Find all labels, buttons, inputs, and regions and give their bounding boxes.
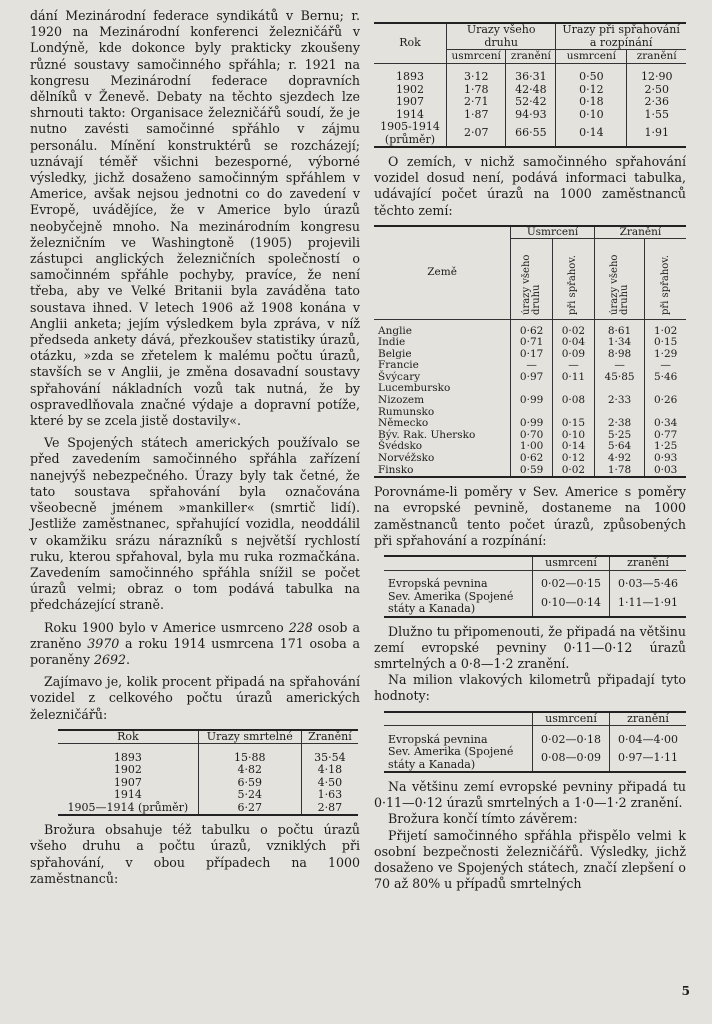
table-row: 1914 5·24 1·63: [58, 789, 358, 802]
paragraph: Na milion vlakových kilometrů připadají tyto hodnoty:: [374, 672, 686, 704]
table-header: Rok: [374, 23, 447, 63]
table-header: zranění: [610, 556, 686, 570]
table-header: zranění: [610, 712, 686, 726]
table-row: Norvéžsko 0·62 0·12 4·92 0·93: [374, 453, 686, 465]
table-row: Švýcary 0·97 0·11 45·85 5·46: [374, 372, 686, 384]
table-row: 1893 15·88 35·54: [58, 752, 358, 765]
table-countries: [374, 225, 686, 478]
paragraph: Roku 1900 bylo v Americe usmrceno 228 osob a zraněno 3970 a roku 1914 usmrcena 171 osoba a poraněny 2692.: [30, 619, 360, 667]
paragraph: Brožura končí tímto závěrem:: [388, 811, 578, 827]
paragraph: Brožura obsahuje též tabulku o počtu úrazů všeho druhu a počtu úrazů, vzniklých při spřahování, v obou případech na 1000 zaměstnanců:: [30, 822, 360, 886]
paragraph: Ve Spojených státech amerických používalo se před zavedením samočinného spřáhla zařízení nanejvýš nebezpečného. Úrazy byly tak četné, že tato soustava spřahování byla označována všeobecně jménem »mankiller« (smrtič lidí). Jestliže zaměstnanec, spřahující vozidla, neoddálil v okamžiku srázu nárazníků s největší rychlostí ruku, kterou spřahoval, byla mu ruka rozmačkána. Zavedením samočinného spřáhla snížil se počet úrazů velmi; obraz o tom podává tabulka na předcházející straně.: [30, 435, 360, 613]
paragraph: Na většinu zemí evropské pevniny připadá tu 0·11—0·12 úrazů smrtelných a 1·0—1·2 zranění.: [374, 779, 686, 811]
table-row: 1902 4·82 4·18: [58, 764, 358, 777]
table-row: Sev. Amerika (Spojené státy a Kanada) 0·08—0·09 0·97—1·11: [384, 746, 686, 772]
table-subheader: usmrcení: [556, 50, 627, 64]
table-compare-per-million-km: [384, 711, 686, 774]
table-header: [384, 712, 533, 726]
table-row: Rumunsko: [374, 407, 686, 419]
table-row: Nizozem 0·99 0·08 2·33 0·26: [374, 395, 686, 407]
table-row: Anglie 0·62 0·02 8·61 1·02: [374, 326, 686, 338]
table-header: Usmrcení: [511, 226, 595, 239]
table-row: 1907 2·71 52·42 0·18 2·36: [374, 96, 686, 109]
table-subheader: při spřahov.: [659, 255, 671, 316]
table-row: Finsko 0·59 0·02 1·78 0·03: [374, 465, 686, 478]
paragraph: Zajímavo je, kolik procent připadá na spřahování vozidel z celkového počtu úrazů amerických železničářů:: [30, 674, 360, 722]
table-row: 1905-1914 (průměr) 2·07 66·55 0·14 1·91: [374, 121, 686, 147]
table-accidents-per-1000: [374, 22, 686, 148]
table-header: Zranění: [594, 226, 686, 239]
table-header: Zranění: [301, 730, 358, 744]
paragraph: dání Mezinárodní federace syndikátů v Bernu; r. 1920 na Mezinárodní konferenci železničářů v Londýně, kde dokonce byly prakticky zkoušeny různé soustavy samočinného spřáhla; r. 1921 na kongresu Mezinárodní federace dopravních dělníků v Ženevě. Debaty na těchto sjezdech lze shrnouti takto: Organisace železničářů soudí, že je nutno zavésti samočinné spřáhlo v zájmu personálu. Mínění konstruktérů se rozcházejí; uznávají téměř všichni bezesporné, výborné výsledky, jichž dosaženo samočinným spřáhlem v Americe, avšak nejsou jednotni co do zavedení v Evropě, uvádějíce, že v Americe bylo úrazů neobyčejně mnoho. Na mezinárodním kongresu železničním ve Washingtoně (1905) projevili zástupci anglických železničních společností o samočinném spřáhle pochyby, pravíce, že není třeba, aby ve Velké Britanii byla zaváděna tato soustava ihned. V letech 1906 až 1908 konána v Anglii anketa; jejím výsledkem byla zpráva, v níž předseda ankety dává, přezkoušev statistiky úrazů, otázku, »zda se zřetelem k malému počtu úrazů, stavších se v Anglii, je změna dosavadní soustavy spřahování nákladních vozů tak nutná, že by ospravedlňovala značné výdaje a dopravní potíže, které by se zcela jistě dostavily«.: [30, 8, 360, 429]
table-subheader: při spřahov.: [567, 255, 579, 316]
paragraph: Přijetí samočinného spřáhla přispělo velmi k osobní bezpečnosti železničářů. Výsledky, jichž dosaženo ve Spojených státech, značí zlepšení o 70 až 80% u případů smrtelných: [374, 827, 686, 892]
table-header: usmrcení: [533, 712, 610, 726]
table-header: [384, 556, 533, 570]
table-row: 1914 1·87 94·93 0·10 1·55: [374, 109, 686, 122]
table-row: Evropská pevnina 0·02—0·15 0·03—5·46: [384, 578, 686, 591]
table-subheader: usmrcení: [447, 50, 506, 64]
table-subheader: úrazy všeho druhu: [608, 254, 630, 316]
page-number: 5: [681, 984, 690, 998]
table-row: Býv. Rak. Uhersko 0·70 0·10 5·25 0·77: [374, 430, 686, 442]
table-row: Švédsko 1·00 0·14 5·64 1·25: [374, 441, 686, 453]
table-fatal-injuries-percent: [58, 729, 358, 817]
table-header: Země: [374, 226, 511, 320]
table-subheader: úrazy všeho druhu: [520, 254, 542, 316]
table-header: Úrazy všeho druhu: [447, 23, 556, 50]
table-row: 1902 1·78 42·48 0·12 2·50: [374, 84, 686, 97]
table-row: Indie 0·71 0·04 1·34 0·15: [374, 337, 686, 349]
paragraph: Dlužno tu připomenouti, že připadá na většinu zemí evropské pevniny 0·11—0·12 úrazů smrtelných a 0·8—1·2 zranění.: [374, 623, 686, 671]
table-header: Úrazy smrtelné: [198, 730, 301, 744]
table-header: Rok: [117, 729, 139, 743]
table-row: Německo 0·99 0·15 2·38 0·34: [374, 418, 686, 430]
table-row: 1905—1914 (průměr) 6·27 2·87: [58, 802, 358, 816]
table-row: 1893 3·12 36·31 0·50 12·90: [374, 71, 686, 84]
table-row: Francie — — — —: [374, 360, 686, 372]
table-row: Lucembursko: [374, 383, 686, 395]
table-row: 1907 6·59 4·50: [58, 777, 358, 790]
table-header: Úrazy při spřahování a rozpínání: [556, 23, 686, 50]
left-column: [30, 8, 360, 887]
table-row: Sev. Amerika (Spojené státy a Kanada) 0·10—0·14 1·11—1·91: [384, 591, 686, 617]
table-row: Evropská pevnina 0·02—0·18 0·04—4·00: [384, 734, 686, 747]
right-column: [374, 8, 686, 892]
table-subheader: zranění: [506, 50, 556, 64]
table-row: Belgie 0·17 0·09 8·98 1·29: [374, 349, 686, 361]
table-subheader: zranění: [627, 50, 686, 64]
paragraph: Porovnáme-li poměry v Sev. Americe s poměry na evropské pevnině, dostaneme na 1000 zaměstnanců tento počet úrazů, způsobených při spřahování a rozpínání:: [374, 484, 686, 548]
table-compare-per-1000: [384, 555, 686, 618]
table-header: usmrcení: [533, 556, 610, 570]
paragraph: O zemích, v nichž samočinného spřahování vozidel dosud není, podává informaci tabulka, udávající počet úrazů na 1000 zaměstnanců těchto zemí:: [374, 154, 686, 218]
